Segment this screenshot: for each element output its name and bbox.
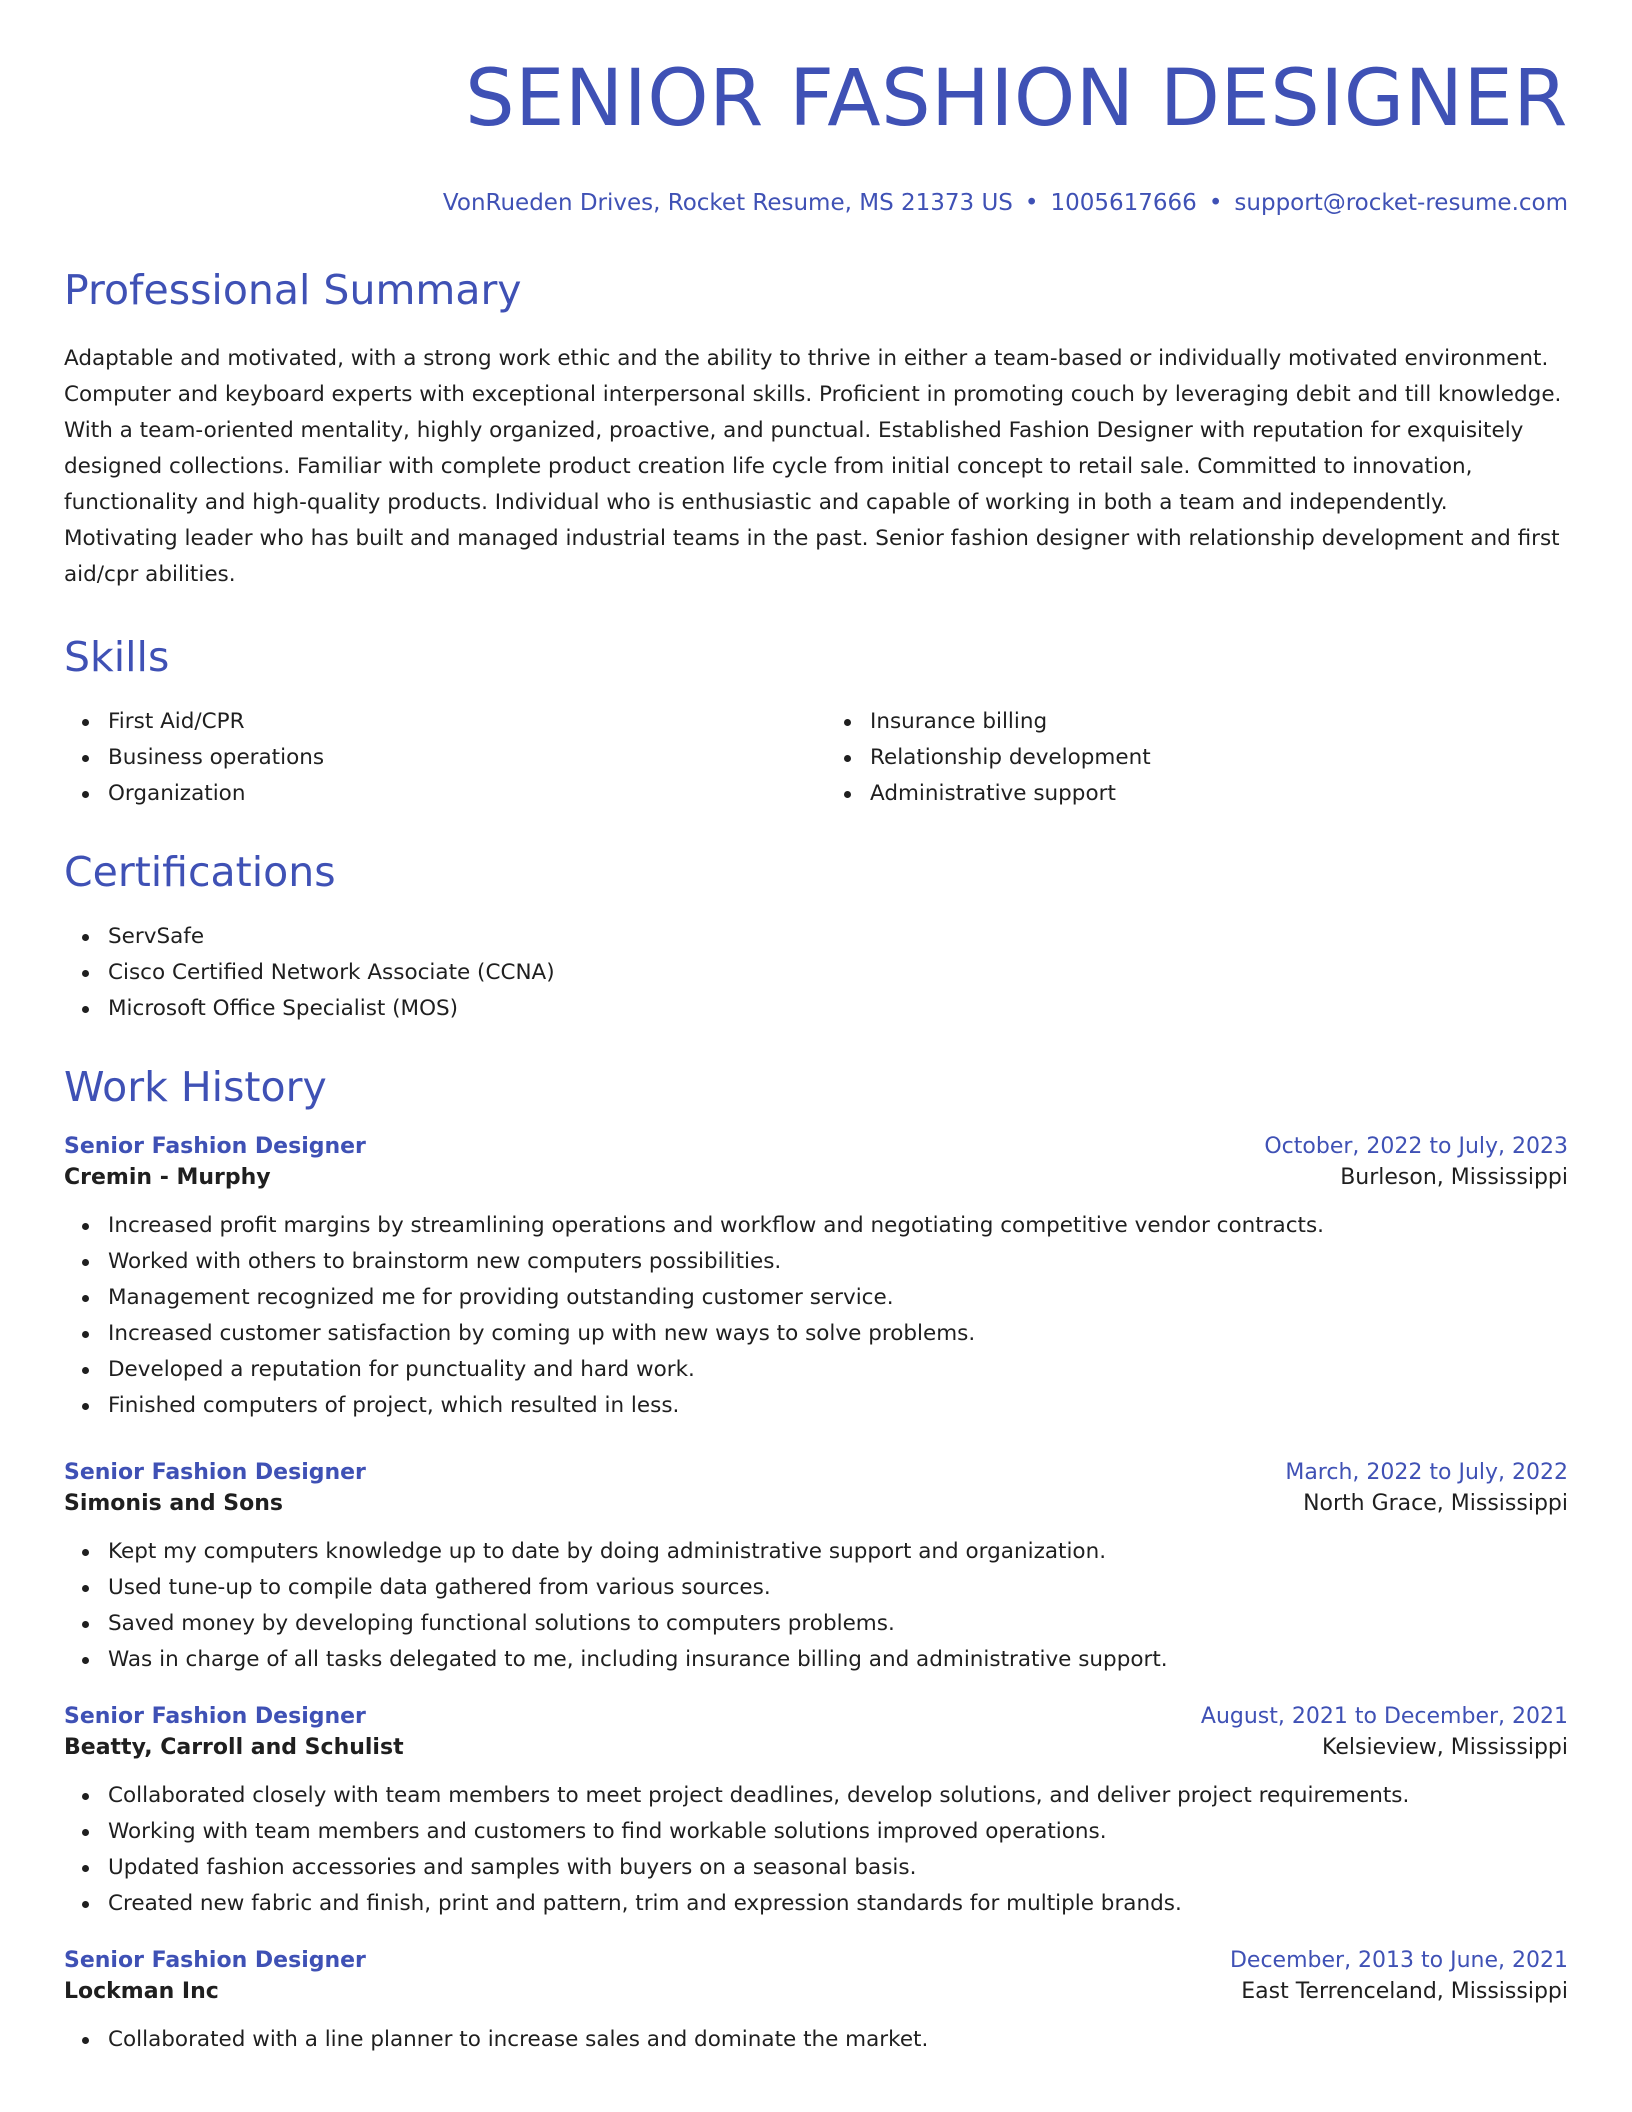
job-title-row — [64, 1704, 1568, 1729]
work-history-heading: Work History — [64, 1063, 327, 1112]
job-location: Burleson, Mississippi — [1340, 1165, 1568, 1191]
contact-separator: • — [1208, 190, 1223, 217]
job-entry — [64, 1704, 1568, 1922]
job-bullet: Developed a reputation for punctuality and hard work. — [108, 1352, 1568, 1388]
job-company-row — [64, 1979, 1568, 2004]
job-bullet: Saved money by developing functional solutions to computers problems. — [108, 1606, 1568, 1642]
job-dates: March, 2022 to July, 2022 — [1285, 1460, 1568, 1486]
job-location: Kelsieview, Mississippi — [1322, 1735, 1568, 1761]
contact-line — [64, 190, 1568, 216]
certifications-list — [64, 919, 1568, 1027]
job-entry — [64, 1460, 1568, 1678]
certifications-heading: Certifications — [64, 848, 336, 897]
job-bullet: Created new fabric and finish, print and pattern, trim and expression standards for multiple brands. — [108, 1886, 1568, 1922]
skills-list-left — [64, 704, 806, 812]
job-dates: December, 2013 to June, 2021 — [1229, 1948, 1568, 1974]
job-company-row — [64, 1735, 1568, 1760]
job-bullet: Finished computers of project, which resulted in less. — [108, 1388, 1568, 1424]
skill-item: Relationship development — [870, 740, 1568, 776]
job-company: Beatty, Carroll and Schulist — [64, 1735, 404, 1761]
job-company-row — [64, 1491, 1568, 1516]
job-location: North Grace, Mississippi — [1303, 1491, 1568, 1517]
skill-item: Business operations — [108, 740, 806, 776]
job-title: Senior Fashion Designer — [64, 1948, 366, 1974]
skill-item: Organization — [108, 776, 806, 812]
job-entry — [64, 1948, 1568, 2058]
contact-separator: • — [1024, 190, 1039, 217]
job-company: Simonis and Sons — [64, 1491, 284, 1517]
job-bullet: Management recognized me for providing outstanding customer service. — [108, 1280, 1568, 1316]
job-entry — [64, 1134, 1568, 1424]
job-bullet: Was in charge of all tasks delegated to me, including insurance billing and administrative support. — [108, 1642, 1568, 1678]
skill-item: Administrative support — [870, 776, 1568, 812]
skill-item: First Aid/CPR — [108, 704, 806, 740]
job-bullet: Collaborated closely with team members to meet project deadlines, develop solutions, and deliver project requirements. — [108, 1778, 1568, 1814]
skill-item: Insurance billing — [870, 704, 1568, 740]
summary-text: Adaptable and motivated, with a strong work ethic and the ability to thrive in either a team-based or individually motivated environment. Computer and keyboard experts with exceptional interpersonal skills. Proficient in promoting couch by leveraging debit and till knowledge. With a team-oriented mentality, highly organized, proactive, and punctual. Established Fashion Designer with reputation for exquisitely designed collections. Familiar with complete product creation life cycle from initial concept to retail sale. Committed to innovation, functionality and high-quality products. Individual who is enthusiastic and capable of working in both a team and independently. Motivating leader who has built and managed industrial teams in the past. Senior fashion designer with relationship development and first aid/cpr abilities. — [64, 346, 1562, 588]
contact-phone: 1005617666 — [1050, 190, 1197, 217]
contact-email[interactable]: support@rocket-resume.com — [1234, 190, 1568, 217]
job-company: Lockman Inc — [64, 1979, 219, 2005]
resume-content — [64, 0, 1568, 2058]
job-title: Senior Fashion Designer — [64, 1134, 366, 1160]
job-bullet: Worked with others to brainstorm new computers possibilities. — [108, 1244, 1568, 1280]
contact-address: VonRueden Drives, Rocket Resume, MS 21373 US — [442, 190, 1013, 217]
job-bullets — [64, 1534, 1568, 1678]
job-bullets — [64, 1778, 1568, 1922]
job-dates: October, 2022 to July, 2023 — [1264, 1134, 1568, 1160]
job-bullet: Increased customer satisfaction by coming up with new ways to solve problems. — [108, 1316, 1568, 1352]
certification-item: Cisco Certified Network Associate (CCNA) — [108, 955, 1568, 991]
job-title-row — [64, 1134, 1568, 1159]
job-bullet: Kept my computers knowledge up to date by doing administrative support and organization. — [108, 1534, 1568, 1570]
certification-item: Microsoft Office Specialist (MOS) — [108, 991, 1568, 1027]
job-title-row — [64, 1948, 1568, 1973]
skills-list-right — [826, 704, 1568, 812]
summary-heading: Professional Summary — [64, 266, 522, 315]
resume-title: SENIOR FASHION DESIGNER — [465, 54, 1568, 144]
job-bullets — [64, 2022, 1568, 2058]
job-company: Cremin - Murphy — [64, 1165, 271, 1191]
job-bullet: Working with team members and customers to find workable solutions improved operations. — [108, 1814, 1568, 1850]
job-bullet: Increased profit margins by streamlining operations and workflow and negotiating competitive vendor contracts. — [108, 1208, 1568, 1244]
job-title: Senior Fashion Designer — [64, 1704, 366, 1730]
job-company-row — [64, 1165, 1568, 1190]
job-bullet: Used tune-up to compile data gathered from various sources. — [108, 1570, 1568, 1606]
job-title-row — [64, 1460, 1568, 1485]
job-bullet: Updated fashion accessories and samples with buyers on a seasonal basis. — [108, 1850, 1568, 1886]
certification-item: ServSafe — [108, 919, 1568, 955]
skills-heading: Skills — [64, 633, 170, 682]
job-bullets — [64, 1208, 1568, 1424]
skills-grid — [64, 704, 1568, 812]
job-location: East Terrenceland, Mississippi — [1241, 1979, 1568, 2005]
job-dates: August, 2021 to December, 2021 — [1200, 1704, 1568, 1730]
job-bullet: Collaborated with a line planner to increase sales and dominate the market. — [108, 2022, 1568, 2058]
job-title: Senior Fashion Designer — [64, 1460, 366, 1486]
